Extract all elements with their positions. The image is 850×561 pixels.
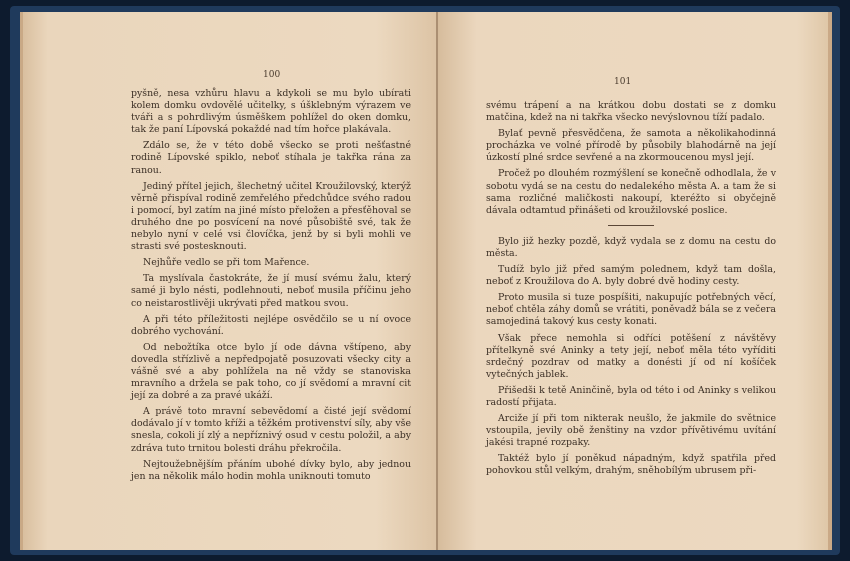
page-number: 100 [263, 70, 281, 80]
right-page-text [486, 100, 776, 482]
page-number: 101 [614, 77, 632, 87]
left-page [20, 12, 438, 550]
paragraph: Jediný přítel jejich, šlechetný učitel Kroužilovský, kterýž věrně přispíval rodině zemřelého předchůdce svého radou i pomocí, byl zatím na jiné místo přeložen a přesťěhoval se druhého dne po posvícení na nové působiště své, tak že nebylo nyní v celé vsi človíčka, jenž by si byli mohli ve strasti své postesknouti. [131, 180, 411, 253]
paragraph: A právě toto mravní sebevědomí a čisté její svědomí dodávalo jí v tomto kříži a těžkém protivenství síly, aby vše snesla, cokoli jí zlý a nepříznivý osud v cestu položil, a aby zdráva tuto trnitou bolesti dráhu překročila. [131, 406, 411, 454]
paragraph: Nejtoužebnějším přáním ubohé dívky bylo, aby jednou jen na několik málo hodin mohla uniknouti tomuto [131, 458, 411, 482]
paragraph: Však přece nemohla si odříci potěšení z návštěvy přítelkyně své Aninky a tety její, neboť měla této vyříditi srdečný pozdrav od matky a donésti jí od ní košíček vytečných jablek. [486, 332, 776, 380]
paragraph: Arciže jí při tom nikterak neušlo, že jakmile do světnice vstoupila, jevily obě ženštiny na vzdor přívětivému uvítání jakési trapné rozpaky. [486, 413, 776, 449]
paragraph: Od nebožtíka otce bylo jí ode dávna vštípeno, aby dovedla střízlivě a nepředpojatě posuzovati všecky city a vášně své a aby pohlížela na ně vždy se stanoviska mravního a držela se pak toho, co jí svědomí a mravní cit její za dobré a za pravé ukáží. [131, 341, 411, 402]
right-page [438, 12, 832, 550]
paragraph: Ta myslívala častokráte, že jí musí svému žalu, který samé ji bylo nésti, podlehnouti, neboť musila příčinu jeho co neistarostlivěji ukrývati před matkou svou. [131, 273, 411, 309]
left-page-text [131, 88, 411, 487]
paragraph: Tudíž bylo již před samým polednem, když tam došla, neboť z Kroužilova do A. byly dobré dvě hodiny cesty. [486, 264, 776, 288]
paragraph: pyšně, nesa vzhůru hlavu a kdykoli se mu bylo ubírati kolem domku ovdovělé učitelky, s úšklebným výrazem ve tváři a s pohrdlivým úsměškem pohlížel do oken domku, tak že paní Lípovská pokaždé nad tím hořce plakávala. [131, 88, 411, 136]
paragraph: Taktéž bylo jí poněkud nápadným, když spatřila před pohovkou stůl velkým, drahým, sněhobílým ubrusem při- [486, 453, 776, 477]
paragraph: Přišedši k tetě Aninčině, byla od této i od Aninky s velikou radostí přijata. [486, 384, 776, 408]
section-separator [608, 225, 654, 226]
paragraph: Proto musila si tuze pospíšiti, nakupujíc potřebných věcí, neboť chtěla záhy domů se vrátiti, poněvadž bála se z večera samojediná takový kus cesty konati. [486, 292, 776, 328]
paragraph: svému trápení a na krátkou dobu dostati se z domku matčina, kdež na ni takřka všecko nevýslovnou tíží padalo. [486, 100, 776, 124]
paragraph: Zdálo se, že v této době všecko se proti nešťastné rodině Lípovské spiklo, neboť stíhala je takřka rána za ranou. [131, 140, 411, 176]
paragraph: Bylo již hezky pozdě, když vydala se z domu na cestu do města. [486, 235, 776, 259]
paragraph: Pročež po dlouhém rozmýšlení se konečně odhodlala, že v sobotu vydá se na cestu do nedalekého města A. a tam že si sama rozličné maličkosti nakoupí, kteréžto si obyčejně dávala odtamtud přinášeti od kroužilovské poslice. [486, 168, 776, 216]
book-spread [10, 6, 840, 555]
paragraph: Nejhůře vedlo se při tom Mařence. [143, 257, 310, 269]
paragraph: Bylať pevně přesvědčena, že samota a několikahodinná procházka ve volné přírodě by působily blahodárně na její úzkostí plné srdce sevřené a na zkormoucenou mysl její. [486, 128, 776, 164]
paragraph: A při této příležitosti nejlépe osvědčilo se u ní ovoce dobrého vychování. [131, 313, 411, 337]
